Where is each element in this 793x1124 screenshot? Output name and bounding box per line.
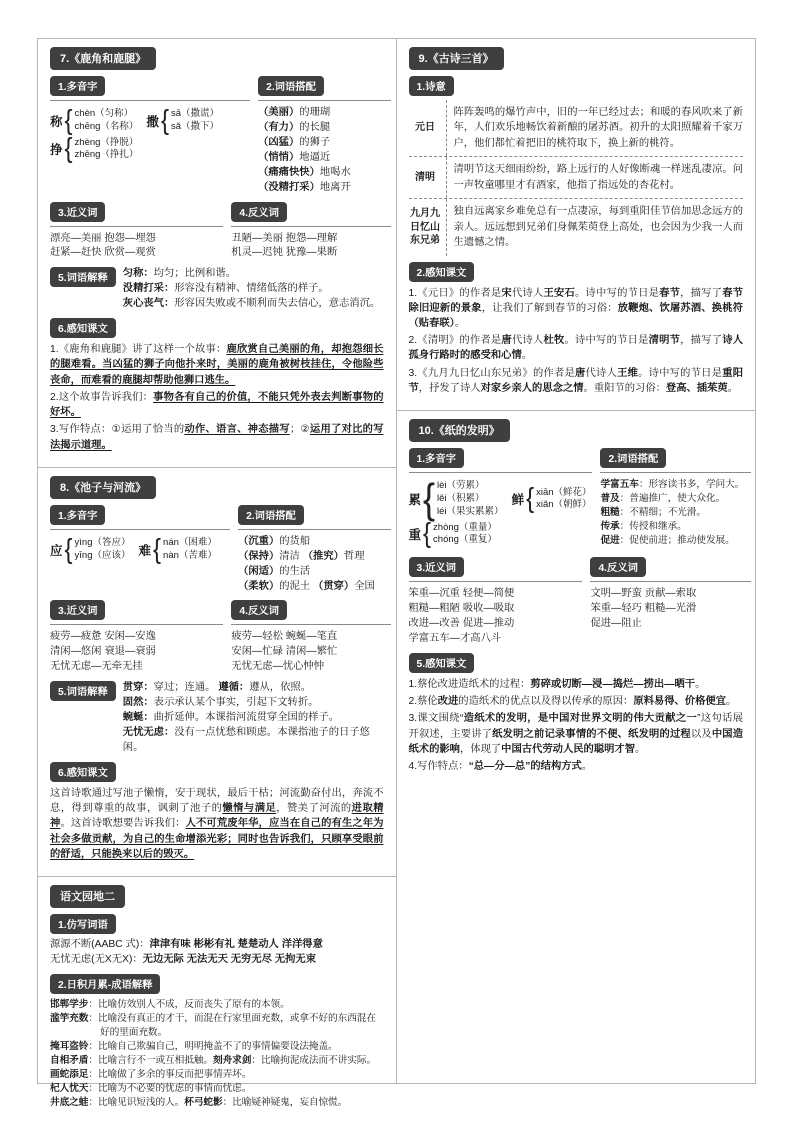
subsection-content [123,267,384,312]
text-line: 机灵—迟钝 犹豫—果断 [231,247,338,259]
bold-text: 井底之蛙 [50,1097,89,1109]
text-line: 掩耳盗铃：比喻自己欺骗自己，明明掩盖不了的事情偏要设法掩盖。 [50,1041,338,1053]
text-line: 学富五车：形容读书多，学问大。 [600,479,745,491]
bold-text: 杜牧 [543,335,565,347]
bold-text: （推究） [302,550,344,562]
bold-text: 中国造纸术的影响 [408,728,744,755]
text-line: 疲劳—疲惫 安闲—安逸 [50,631,156,643]
bold-underline-text: 运用了对比的写法揭示道理。 [50,424,384,451]
section-title [409,47,744,70]
subsection [409,76,744,256]
subsection [409,653,744,774]
polyphone-readings [75,108,139,134]
text-lines [123,681,384,756]
section-title [50,885,384,908]
bold-text: （保持） [238,550,280,562]
bold-text: 无边无际 无法无天 无穷无尽 无拘无束 [142,953,317,965]
bold-text: （悄悄） [258,151,300,163]
bold-text: 固然： [122,697,154,709]
polyphone-reading: yīng（应该） [74,549,131,561]
subsection-inline [50,681,384,756]
bold-text: 重阳节 [408,367,744,394]
polyphone-character: 称 [50,114,63,129]
bold-text: （凶猛） [258,136,300,148]
bold-text: （贯穿） [313,580,355,592]
paragraph-group [50,786,384,862]
subsection [50,974,384,1111]
poem-meaning-text: 阵阵轰鸣的爆竹声中，旧的一年已经过去；和暖的春风吹来了新年，人们欢乐地畅饮着新酿的屠苏酒。初升的太阳照耀着千家万户，他们都忙着把旧的桃符取下，换上新的桃符。 [453,107,743,149]
text-line: 源源不断(AABC 式)：津津有味 彬彬有礼 楚楚动人 洋洋得意 [50,939,323,951]
subsection-header [50,202,223,227]
polyphone-readings [75,137,139,163]
subsection-label: 5.词语解释 [50,681,116,701]
text-line: 清闲—悠闲 衰退—衰弱 [50,646,156,658]
polyphone-group [408,518,497,550]
bold-underline-text: 动作、语言、神态描写 [184,424,290,436]
subsection [50,267,384,312]
subsection-label: 3.近义词 [50,600,105,620]
text-line: 没精打采：形容没有精神、情绪低落的样子。 [122,283,329,295]
paragraph: 2.《清明》的作者是唐代诗人杜牧。诗中写的节日是清明节，描写了诗人孤身行路时的感受和心情。 [408,335,744,362]
subsection-label: 2.感知课文 [409,262,475,282]
section-yuwen-yuandi-2 [38,876,396,1124]
curly-brace-icon: { [526,483,535,515]
subsection-label: 5.感知课文 [409,653,475,673]
subsection-header [231,600,391,625]
subsection [50,762,384,862]
section-lesson-8 [38,467,396,876]
polyphone-reading: lèi（劳累） [437,480,485,492]
poem-meaning-table [409,100,744,256]
text-lines [50,998,384,1111]
subsection-label: 2.日积月累-成语解释 [50,974,160,994]
subsection-label: 2.词语搭配 [600,448,666,468]
bold-text: （沉重） [238,535,280,547]
bold-text: 掩耳盗铃 [50,1041,89,1053]
curly-brace-icon: { [64,133,73,165]
polyphone-reading: lěi（积累） [437,492,485,504]
split-row [50,76,384,196]
bold-text: 王安石 [543,287,576,299]
subsection [409,262,744,397]
poem-meaning-text: 独自远离家乡难免总有一点凄凉，每到重阳佳节倍加思念远方的亲人。远远想到兄弟们身佩茱萸登上高处，也会因为少我一人而生遗憾之情。 [453,206,743,249]
polyphone-reading: chóng（重复） [433,534,497,546]
paragraph: 1.蔡伦改进造纸术的过程：剪碎或切断—浸—捣烂—捞出—晒干。 [408,678,706,690]
text-line: 粗糙：不精细；不光滑。 [600,507,706,519]
polyphone-reading: chēng（名称） [74,120,139,132]
subsection-header [50,762,384,782]
paragraph: 1.《鹿角和鹿腿》讲了这样一个故事：鹿欣赏自己美丽的角，却抱怨细长的腿难看。当凶猛的狮子向他扑来时，美丽的鹿角被树枝挂住，令他险些丧命，而难看的鹿腿却帮助他狮口逃生。 [50,344,384,386]
bold-text: “总—分—总”的结构方式 [468,761,582,773]
text-line: （没精打采）地离开 [258,181,351,193]
text-line: 滥竽充数：比喻没有真正的才干，而混在行家里面充数，或拿不好的东西混在好的里面充数。 [50,1012,376,1038]
bold-text: 津津有味 彬彬有礼 楚楚动人 洋洋得意 [149,939,323,951]
subsection-label: 6.感知课文 [50,318,116,338]
polyphone-reading: léi（果实累累） [437,505,504,517]
split-row [409,448,744,551]
polyphone-row [50,104,250,136]
polyphone-reading: nàn（苦难） [163,549,217,561]
bold-text: 没精打采： [122,283,175,295]
subsection [258,76,391,196]
bold-text: （痛痛快快） [258,166,320,178]
curly-brace-icon: { [423,518,432,550]
subsection-label: 3.近义词 [409,557,464,577]
bold-text: 唐 [501,335,512,347]
bold-text: 促进 [600,535,620,547]
split-row [50,600,384,675]
polyphone-reading: zhòng（重量） [433,521,497,533]
curly-brace-icon: { [160,104,169,136]
subsection [231,202,391,262]
text-line: 固然：表示承认某个事实，引起下文转折。 [122,697,319,709]
subsection [50,681,384,756]
text-line: （柔软）的泥土 （贯穿）全国 [238,580,375,592]
polyphone-readings [536,487,591,513]
section-title-pill: 9.《古诗三首》 [409,47,504,70]
subsection [600,448,751,551]
text-line: （有力）的长腿 [258,121,331,133]
bold-text: 滥竽充数 [50,1012,89,1024]
bold-underline-text: 懒惰与满足 [222,803,277,815]
text-line: （闲适）的生活 [238,565,311,577]
subsection-header [50,76,250,101]
subsection-header [231,202,391,227]
bold-text: 原料易得、价格便宜 [633,696,726,708]
poem-title: 元日 [409,100,447,156]
polyphone-group [146,104,219,136]
polyphone-readings [163,537,217,563]
subsection [50,202,223,262]
subsection-label: 1.仿写词语 [50,914,116,934]
bold-text: 剪碎或切断—浸—捣烂—捞出—晒干 [530,678,696,690]
polyphone-group [50,104,139,136]
bold-text: 自相矛盾 [50,1055,89,1067]
paragraph: 3.写作特点：①运用了恰当的动作、语言、神态描写；②运用了对比的写法揭示道理。 [50,424,384,451]
subsection-label: 2.词语搭配 [258,76,324,96]
bold-text: 杯弓蛇影 [184,1097,223,1109]
polyphone-reading: sǎ（撒下） [170,120,219,132]
bold-text: 王维 [617,367,639,379]
text-line: 促进—阻止 [590,618,642,630]
section-lesson-7 [38,39,396,467]
subsection-label: 1.多音字 [50,505,105,525]
polyphone-row [408,518,593,550]
polyphone-readings [433,522,497,548]
text-line: 传承：传授和继承。 [600,521,687,533]
polyphone-group [50,133,139,165]
subsection-label: 4.反义词 [231,600,286,620]
polyphone-reading: xiǎn（朝鲜） [536,499,592,511]
text-line: 普及：普遍推广，使大众化。 [600,493,726,505]
paragraph: 2.蔡伦改进的造纸术的优点以及得以传承的原因：原料易得、价格便宜。 [408,696,737,708]
polyphone-table [408,475,593,551]
subsection-inline [50,267,384,312]
bold-text: 杞人忧天 [50,1083,89,1095]
section-lesson-9 [397,39,756,410]
subsection-label: 4.反义词 [590,557,645,577]
text-line: （痛痛快快）地喝水 [258,166,351,178]
text-lines [238,535,391,595]
paragraph: 3.课文围绕“造纸术的发明，是中国对世界文明的伟大贡献之一”这句话展开叙述，主要讲了纸发明之前记录事情的不便、纸发明的过程以及中国造纸术的影响，体现了中国古代劳动人民的聪明才智。 [408,713,744,755]
subsection-label: 6.感知课文 [50,762,116,782]
subsection-header [409,557,583,582]
curly-brace-icon: { [153,533,162,565]
polyphone-row [408,475,593,523]
subsection-header [50,974,384,994]
polyphone-character: 累 [408,493,422,508]
subsection-label: 1.多音字 [50,76,105,96]
paragraph-group [409,677,744,774]
bold-text: 登高、插茱萸 [665,382,728,394]
bold-text: （有力） [258,121,300,133]
bold-text: 对家乡亲人的思念之情 [480,382,584,394]
polyphone-group [511,483,592,515]
text-line: 画蛇添足：比喻做了多余的事反而把事情弄坏。 [50,1069,252,1081]
polyphone-character: 难 [138,543,152,558]
bold-text: 遵循： [218,682,250,694]
left-column [38,39,397,1109]
subsection-content [123,681,384,756]
bold-text: 刻舟求剑 [213,1055,252,1067]
subsection [409,448,593,551]
bold-text: 唐 [575,367,586,379]
polyphone-reading: nán（困难） [163,536,217,548]
text-lines [231,630,391,675]
bold-text: 改进 [437,696,459,708]
polyphone-reading: sā（撒谎） [170,108,219,119]
section-title-pill: 语文园地二 [50,885,125,908]
subsection-header [590,557,751,582]
text-line: 文明—野蛮 贡献—索取 [590,588,697,600]
curly-brace-icon: { [64,104,73,136]
subsection [590,557,751,647]
bold-text: 画蛇添足 [50,1069,89,1081]
subsection-header [409,76,744,96]
bold-text: 纸发明之前记录事情的不便、纸发明的过程 [492,728,691,740]
subsection [238,505,391,595]
text-line: 笨重—轻巧 粗糙—光滑 [590,603,697,615]
text-lines [409,587,583,647]
text-line: 疲劳—轻松 蜿蜒—笔直 [231,631,338,643]
bold-text: （闲适） [238,565,280,577]
bold-text: 造纸术的发明，是中国对世界文明的伟大贡献之一 [463,713,698,725]
polyphone-readings [75,537,131,563]
text-lines [50,630,223,675]
polyphone-group [50,533,131,565]
text-line: 蜿蜒：曲折延伸。本课指河流贯穿全国的样子。 [122,712,340,724]
bold-text: 春节 [659,287,681,299]
paragraph: 4.写作特点：“总—分—总”的结构方式。 [408,761,593,773]
bold-text: 清明节 [648,335,681,347]
polyphone-reading: chèn（匀称） [74,108,134,119]
text-lines [590,587,751,632]
text-line: 无忧无虑(无X无X)：无边无际 无法无天 无穷无尽 无拘无束 [50,953,317,965]
subsection [50,318,384,453]
section-title [50,47,384,70]
polyphone-reading: zhèng（挣脱） [74,136,139,148]
subsection-header [238,505,391,530]
text-lines [600,478,751,548]
section-title-pill: 7.《鹿角和鹿腿》 [50,47,156,70]
text-line: 赶紧—赶快 欣赏—观赏 [50,247,156,259]
bold-text: 粗糙 [600,507,620,519]
bold-text: 无忧无虑： [122,727,175,738]
curly-brace-icon: { [64,533,73,565]
bold-text: 蜿蜒： [122,712,154,724]
poem-title: 九月九日忆山东兄弟 [409,199,447,255]
bold-underline-text: 事物各有自己的价值，不能只凭外表去判断事物的好坏。 [50,391,384,419]
polyphone-readings [171,108,219,134]
text-lines [231,232,391,262]
subsection-label: 2.词语搭配 [238,505,304,525]
bold-text: 学富五车 [600,479,639,491]
text-line: 丑陋—美丽 抱怨—理解 [231,232,338,244]
text-line: 贯穿：穿过；连通。 遵循：遵从，依照。 [122,682,311,694]
paragraph: 3.《九月九日忆山东兄弟》的作者是唐代诗人王维。诗中写的节日是重阳节，抒发了诗人对家乡亲人的思念之情。重阳节的习俗：登高、插茱萸。 [408,367,744,394]
poem-row [409,100,744,156]
paragraph: 1.《元日》的作者是宋代诗人王安石。诗中写的节日是春节，描写了春节除旧迎新的景象，让我们了解到春节的习俗：放鞭炮、饮屠苏酒、换桃符（贴春联）。 [408,287,744,329]
subsection-header [409,653,744,673]
subsection [50,76,250,196]
text-line: 笨重—沉重 轻便—简便 [408,588,515,600]
section-title-pill: 8.《池子与河流》 [50,476,156,499]
bold-text: 传承 [600,521,620,533]
text-line: 安闲—忙碌 清闲—繁忙 [231,646,338,658]
subsection-header [50,318,384,338]
polyphone-table [50,535,230,567]
text-line: 改进—改善 促进—推动 [408,618,515,630]
text-line: 无忧无虑：没有一点忧愁和顾虑。本课指池子的日子悠闲。 [122,727,370,753]
bold-text: 贯穿： [122,682,154,694]
paragraph: 这首诗歌通过写池子懒惰，安于现状，最后干枯；河流勤奋付出，奔流不息，得到尊重的故事，讽刺了池子的懒惰与满足，赞美了河流的进取精神。这首诗歌想要告诉我们：人不可荒废年华，应当在自己的有生之年为社会多做贡献，为自己的生命增添光彩；同时也告诉我们，只顾享受眼前的舒适，只能换来以后的毁灭。 [50,787,384,860]
text-line: 漂亮—美丽 抱怨—埋怨 [50,232,156,244]
bold-text: （美丽） [258,107,300,118]
text-line: （沉重）的货船 [238,535,311,547]
notes-sheet [37,38,756,1109]
poem-title: 清明 [409,157,447,198]
bold-text: 匀称： [122,268,154,280]
polyphone-character: 重 [408,528,422,543]
paragraph: 2.这个故事告诉我们：事物各有自己的价值，不能只凭外表去判断事物的好坏。 [50,391,384,419]
text-line: 促进：促使前进；推动使发展。 [600,535,735,547]
polyphone-row [50,533,230,565]
bold-text: 中国古代劳动人民的聪明才智 [501,743,636,755]
text-line: 邯郸学步：比喻仿效别人不成，反而丧失了原有的本领。 [50,998,290,1010]
text-line: （凶猛）的狮子 [258,136,331,148]
text-line: 井底之蛙：比喻见识短浅的人。杯弓蛇影：比喻疑神疑鬼，妄自惊慌。 [50,1097,348,1109]
text-lines [50,232,223,262]
right-column [397,39,756,1083]
text-lines [123,267,384,312]
polyphone-group [408,475,504,523]
subsection [50,914,384,968]
polyphone-character: 应 [50,543,63,558]
bold-text: 诗人孤身行路时的感受和心情 [408,335,744,362]
curly-brace-icon: { [423,475,436,523]
subsection [50,505,230,595]
subsection [409,557,583,647]
text-line: 无忧无虑—忧心忡忡 [231,661,325,673]
split-row [50,202,384,262]
bold-text: 春节除旧迎新的景象 [408,287,744,314]
polyphone-table [50,106,250,166]
text-line: 自相矛盾：比喻言行不一或互相抵触。刻舟求剑：比喻拘泥成法而不讲实际。 [50,1055,376,1067]
bold-underline-text: 人不可荒废年华，应当在自己的有生之年为社会多做贡献，为自己的生命增添光彩；同时也告诉我们，只顾享受眼前的舒适，只能换来以后的毁灭。 [50,818,384,860]
polyphone-reading: zhēng（挣扎） [74,149,139,161]
bold-underline-text: 鹿欣赏自己美丽的角，却抱怨细长的腿难看。当凶猛的狮子向他扑来时，美丽的鹿角被树枝挂住，令他险些丧命，而难看的鹿腿却帮助他狮口逃生。 [50,344,384,386]
text-line: 无忧无虑—无牵无挂 [50,661,143,673]
text-line: 粗糙—粗陋 吸收—吸取 [408,603,515,615]
bold-text: 灰心丧气： [122,298,175,310]
section-title-pill: 10.《纸的发明》 [409,419,510,442]
bold-text: 普及 [600,493,620,505]
bold-text: 宋 [501,287,512,299]
subsection-label: 4.反义词 [231,202,286,222]
polyphone-group [138,533,217,565]
subsection-label: 1.多音字 [409,448,464,468]
subsection-header [50,914,384,934]
poem-meaning-text: 清明节这天细雨纷纷，路上远行的人好像断魂一样迷乱凄凉。问一声牧童哪里才有酒家，他指了指远处的杏花村。 [453,164,743,191]
subsection-header [258,76,391,101]
subsection-header [50,505,230,530]
polyphone-character: 鲜 [511,493,525,508]
text-line: （保持）清洁 （推究）哲理 [238,550,365,562]
subsection-header [409,448,593,473]
text-line: 杞人忧天：比喻为不必要的忧虑的事情而忧虑。 [50,1083,252,1095]
text-lines [258,106,391,196]
text-line: 灰心丧气：形容因失败或不顺利而失去信心，意志消沉。 [122,298,381,310]
text-line: （悄悄）地逼近 [258,151,331,163]
polyphone-row [50,133,250,165]
section-title [50,476,384,499]
text-line: 匀称：均匀；比例和谐。 [122,268,237,280]
subsection [231,600,391,675]
section-lesson-10 [397,410,756,788]
paragraph-group [409,286,744,397]
subsection-label: 1.诗意 [409,76,454,96]
split-row [50,505,384,595]
bold-text: 放鞭炮、饮屠苏酒、换桃符（贴春联） [408,302,744,329]
polyphone-reading: xiān（鲜花） [536,486,592,498]
text-line: （美丽）的珊瑚 [258,107,331,118]
poem-row [409,198,744,255]
polyphone-readings [437,480,504,518]
subsection-label: 3.近义词 [50,202,105,222]
subsection-header [600,448,751,473]
subsection-header [409,262,744,282]
paragraph-group [50,342,384,453]
text-lines [50,938,384,968]
section-title [409,419,744,442]
bold-text: （柔软） [238,580,280,592]
bold-text: 邯郸学步 [50,998,89,1010]
subsection-header [50,600,223,625]
bold-underline-text: 进取精神 [50,803,384,830]
subsection [50,600,223,675]
split-row [409,557,744,647]
polyphone-character: 挣 [50,143,63,158]
bold-text: （没精打采） [258,181,320,193]
poem-row [409,156,744,198]
text-line: 学富五车—才高八斗 [408,632,502,644]
polyphone-reading: yìng（答应） [74,536,131,548]
polyphone-character: 撒 [146,114,159,129]
subsection-label: 5.词语解释 [50,267,116,287]
